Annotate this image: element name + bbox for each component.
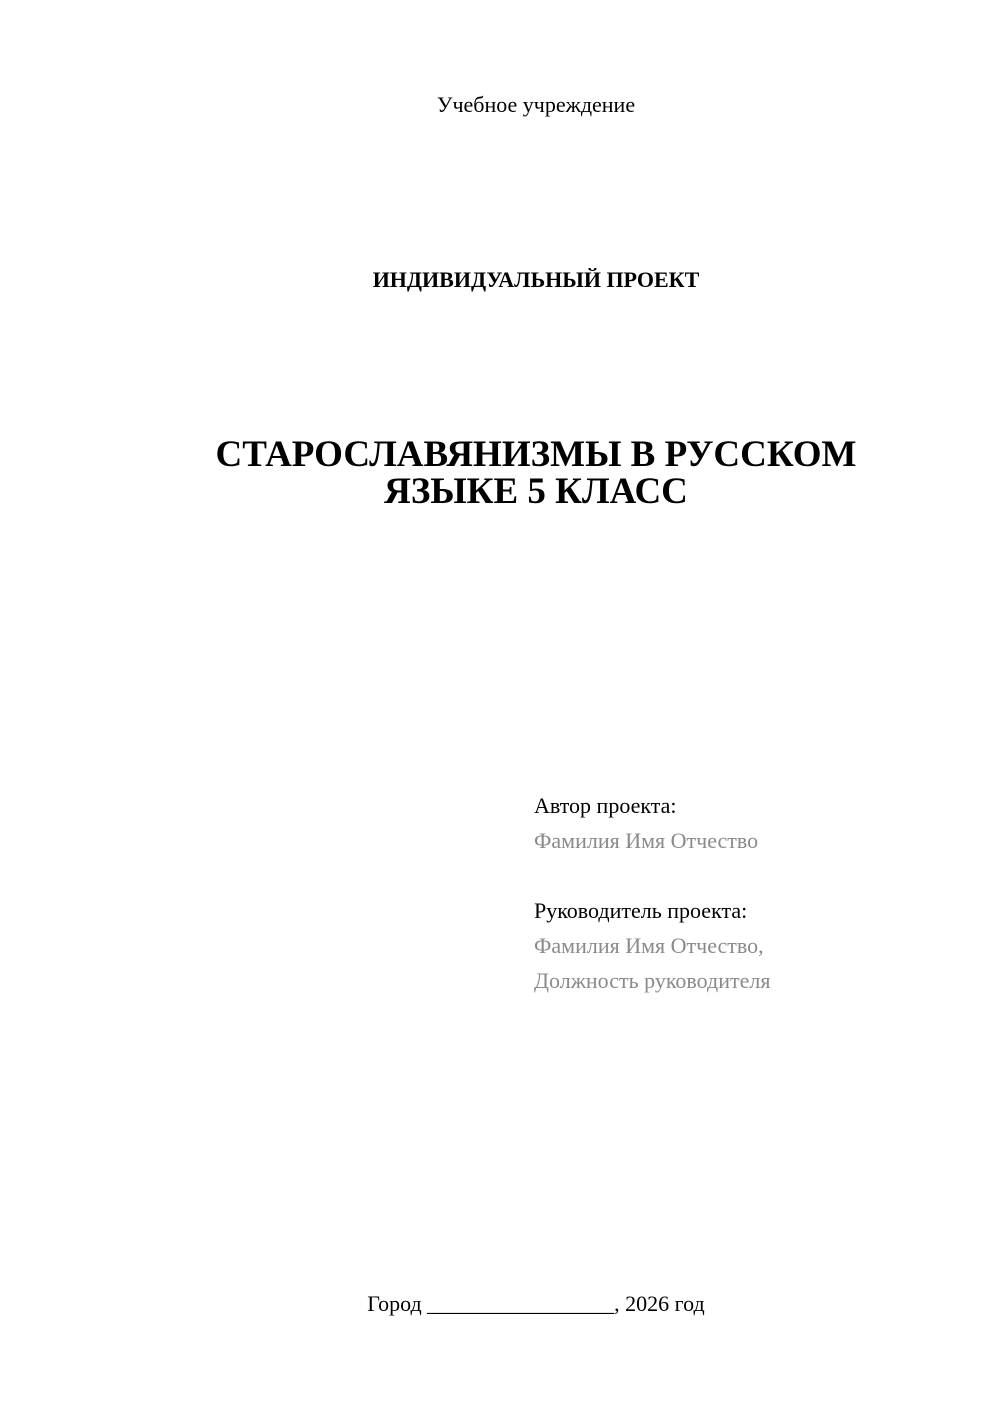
author-name: Фамилия Имя Отчество	[534, 828, 759, 853]
project-title-line-1: СТАРОСЛАВЯНИЗМЫ В РУССКОМ	[215, 434, 857, 475]
project-title-line-2: ЯЗЫКЕ 5 КЛАСС	[384, 471, 688, 512]
institution-name: Учебное учреждение	[436, 92, 636, 117]
project-title	[180, 436, 892, 510]
supervisor-name: Фамилия Имя Отчество,	[534, 933, 764, 958]
document-type: ИНДИВИДУАЛЬНЫЙ ПРОЕКТ	[372, 267, 700, 292]
info-spacer	[534, 858, 974, 893]
supervisor-position: Должность руководителя	[534, 968, 771, 993]
supervisor-label: Руководитель проекта:	[534, 898, 748, 923]
author-label: Автор проекта:	[534, 793, 677, 818]
project-info-block	[534, 788, 974, 998]
city-year-line: Город _________________, 2026 год	[367, 1291, 705, 1316]
